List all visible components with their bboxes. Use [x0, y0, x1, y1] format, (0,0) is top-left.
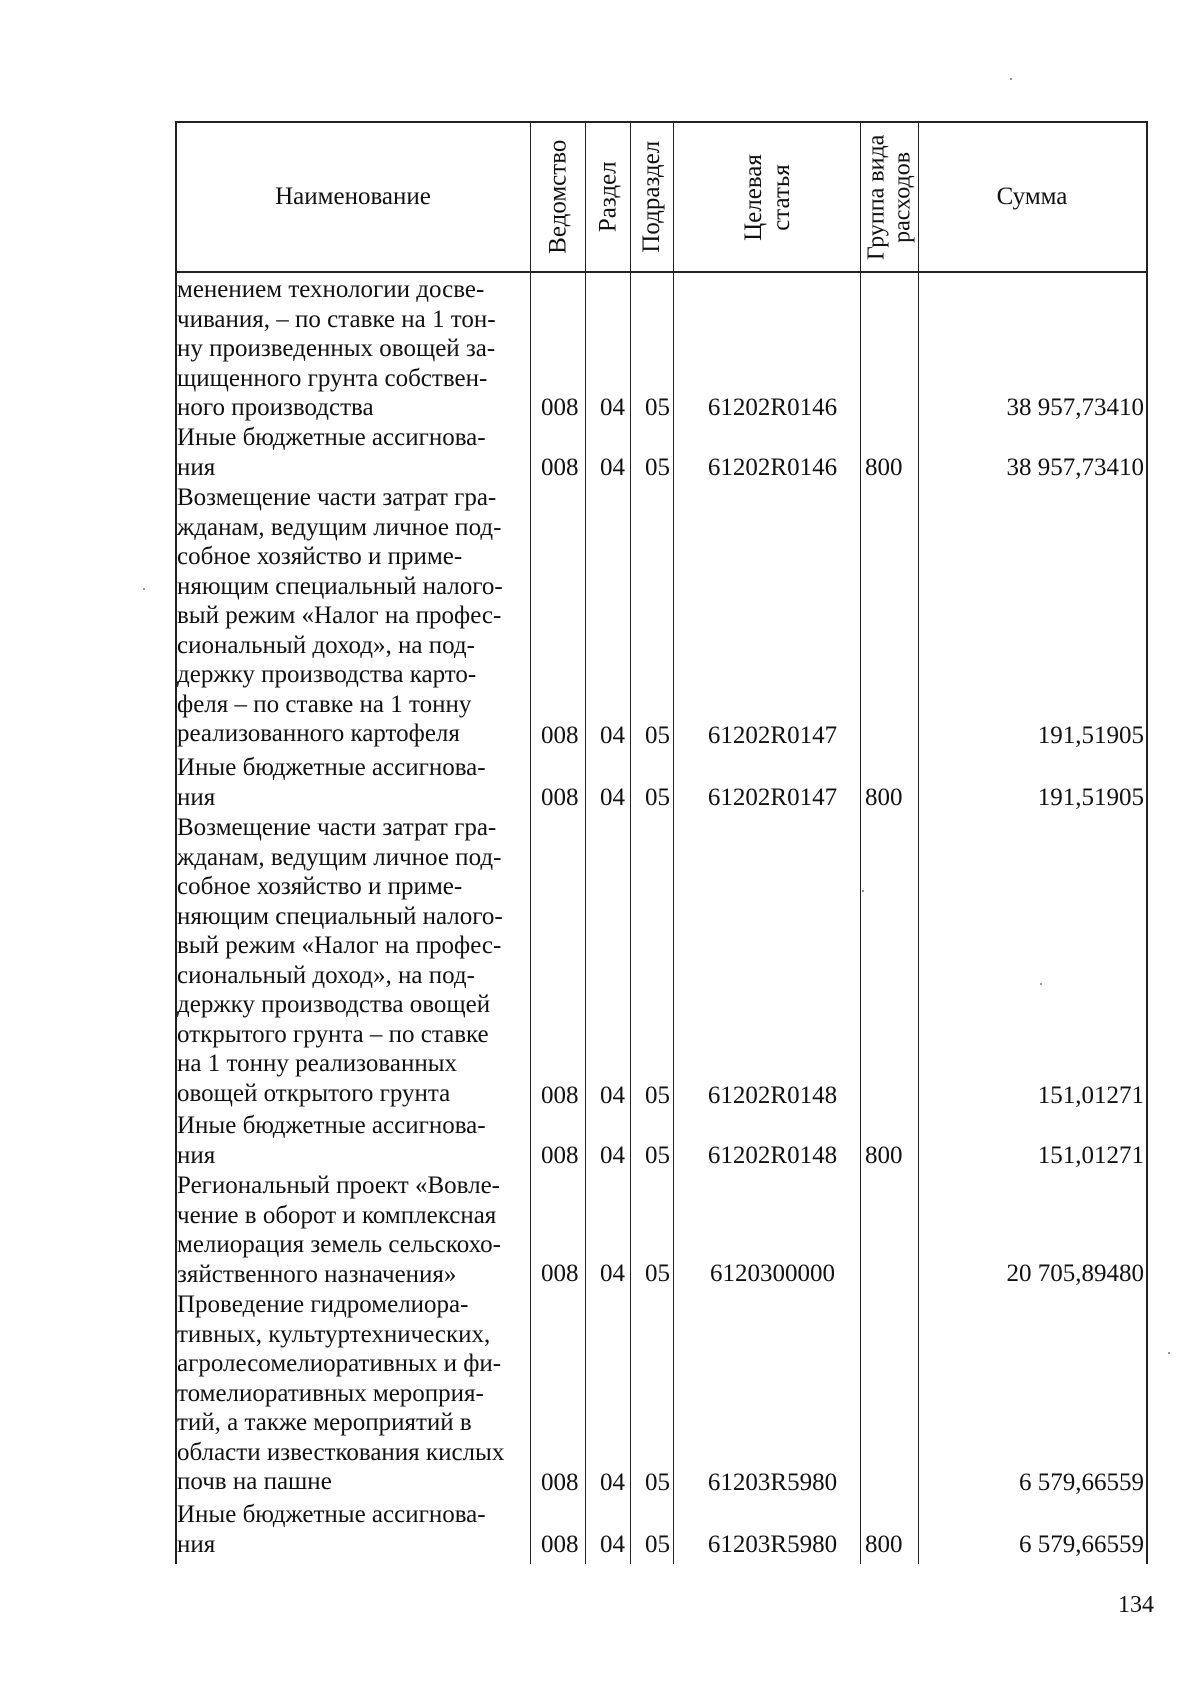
row-celevaya: 6120300000 — [710, 1260, 835, 1287]
row-razdel: 04 — [600, 784, 625, 811]
row-celevaya: 61203R5980 — [707, 1531, 838, 1558]
header-podrazdel: Подраздел — [638, 141, 666, 253]
scan-speck — [1040, 983, 1042, 985]
row-summa: 191,51905 — [1037, 784, 1144, 811]
row-celevaya: 61203R5980 — [707, 1469, 838, 1496]
row-vedomstvo: 008 — [541, 1082, 579, 1109]
row-vedomstvo: 008 — [541, 722, 579, 749]
row-podrazdel: 05 — [645, 454, 670, 481]
row-razdel: 04 — [600, 394, 625, 421]
scan-speck — [1010, 78, 1012, 80]
row-gruppa: 800 — [865, 1142, 903, 1169]
row-vedomstvo: 008 — [541, 784, 579, 811]
row-celevaya: 61202R0147 — [707, 722, 838, 749]
row-summa: 38 957,73410 — [1006, 394, 1144, 421]
row-podrazdel: 05 — [645, 394, 670, 421]
row-celevaya: 61202R0147 — [707, 784, 838, 811]
row-celevaya: 61202R0146 — [707, 454, 838, 481]
row-razdel: 04 — [600, 722, 625, 749]
row-celevaya: 61202R0146 — [707, 394, 838, 421]
row-podrazdel: 05 — [645, 784, 670, 811]
column-divider — [860, 273, 861, 1564]
row-name: Региональный проект «Вовле- чение в оборот и комплексная мелиорация земель сельскохо- зяйственного назначения» — [177, 1172, 501, 1288]
row-razdel: 04 — [600, 1260, 625, 1287]
row-razdel: 04 — [600, 1142, 625, 1169]
row-celevaya: 61202R0148 — [707, 1082, 838, 1109]
scan-speck — [862, 890, 864, 892]
header-razdel: Раздел — [594, 161, 622, 233]
row-gruppa: 800 — [865, 454, 903, 481]
row-vedomstvo: 008 — [541, 1142, 579, 1169]
row-vedomstvo: 008 — [541, 1260, 579, 1287]
page-number: 134 — [1118, 1592, 1154, 1618]
row-summa: 191,51905 — [1037, 722, 1144, 749]
header-vedomstvo: Ведомство — [544, 139, 572, 255]
row-summa: 151,01271 — [1037, 1142, 1144, 1169]
row-summa: 38 957,73410 — [1006, 454, 1144, 481]
row-razdel: 04 — [600, 1531, 625, 1558]
row-podrazdel: 05 — [645, 1260, 670, 1287]
column-divider — [630, 273, 631, 1564]
header-name: Наименование — [275, 183, 431, 211]
column-divider — [918, 273, 919, 1564]
row-summa: 6 579,66559 — [1019, 1531, 1144, 1558]
row-podrazdel: 05 — [645, 1142, 670, 1169]
column-divider — [585, 273, 586, 1564]
row-name: Возмещение части затрат гра- жданам, ведущим личное под- собное хозяйство и приме- няющим специальный налого- вый режим «Налог на профес- сиональный доход», на под- держку производства карто- феля – по ставке на 1 тонну реализованного картофеля — [177, 484, 503, 747]
row-summa: 20 705,89480 — [1006, 1260, 1144, 1287]
row-name: Возмещение части затрат гра- жданам, ведущим личное под- собное хозяйство и приме- няющим специальный налого- вый режим «Налог на профес- сиональный доход», на под- держку производства овощей открытого грунта – по ставке на 1 тонну реализованных овощей открытого грунта — [177, 814, 503, 1107]
row-summa: 6 579,66559 — [1019, 1469, 1144, 1496]
row-razdel: 04 — [600, 1082, 625, 1109]
scan-speck — [143, 588, 145, 590]
column-divider — [530, 273, 531, 1564]
row-vedomstvo: 008 — [541, 394, 579, 421]
row-name: Проведение гидромелиора- тивных, культуртехнических, агролесомелиоративных и фи- томелиоративных мероприя- тий, а также мероприятий в области известкования кислых почв на пашне — [177, 1291, 505, 1495]
header-gruppa-vida-rashodov: Группа вида расходов — [863, 134, 916, 260]
row-razdel: 04 — [600, 1469, 625, 1496]
row-vedomstvo: 008 — [541, 1531, 579, 1558]
row-podrazdel: 05 — [645, 1469, 670, 1496]
row-name: менением технологии досве- чивания, – по ставке на 1 тон- ну произведенных овощей за- щищенного грунта собствен- ного производства — [177, 276, 496, 421]
row-name: Иные бюджетные ассигнова- ния — [177, 754, 486, 811]
row-celevaya: 61202R0148 — [707, 1142, 838, 1169]
row-vedomstvo: 008 — [541, 1469, 579, 1496]
row-podrazdel: 05 — [645, 1082, 670, 1109]
row-vedomstvo: 008 — [541, 454, 579, 481]
scan-speck — [1168, 1352, 1170, 1354]
row-gruppa: 800 — [865, 1531, 903, 1558]
column-divider — [673, 273, 674, 1564]
row-gruppa: 800 — [865, 784, 903, 811]
row-razdel: 04 — [600, 454, 625, 481]
row-summa: 151,01271 — [1037, 1082, 1144, 1109]
header-summa: Сумма — [996, 183, 1068, 211]
row-name: Иные бюджетные ассигнова- ния — [177, 1112, 486, 1169]
row-podrazdel: 05 — [645, 722, 670, 749]
row-name: Иные бюджетные ассигнова- ния — [177, 424, 486, 481]
header-celevaya-statya: Целевая статья — [739, 153, 794, 241]
row-name: Иные бюджетные ассигнова- ния — [177, 1501, 486, 1558]
row-podrazdel: 05 — [645, 1531, 670, 1558]
